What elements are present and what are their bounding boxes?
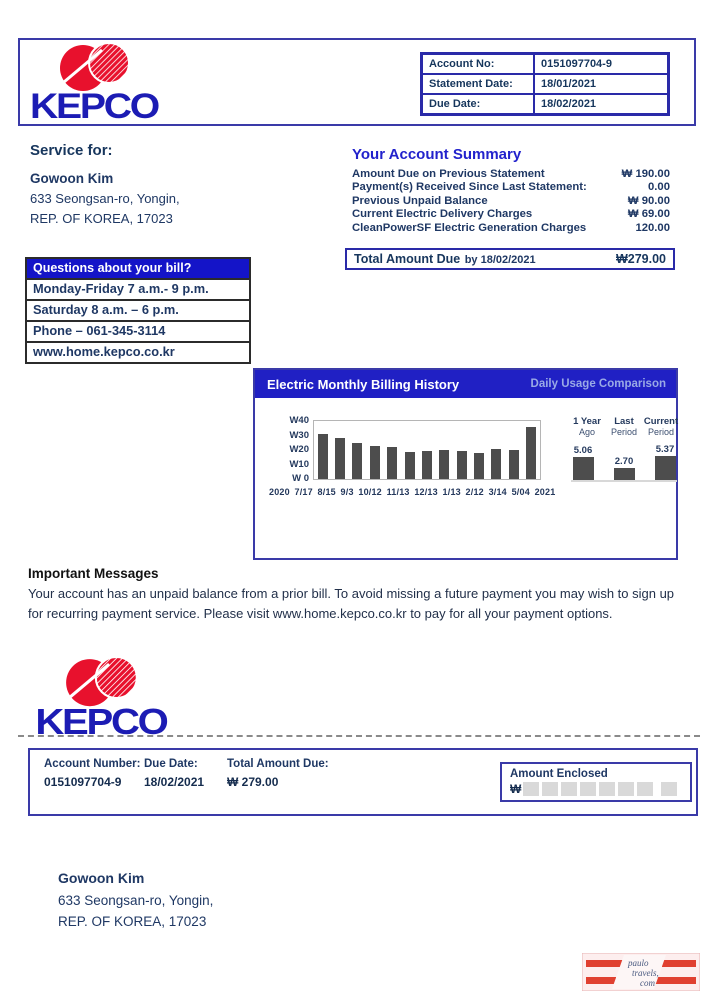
amount-entry-square[interactable] — [637, 782, 653, 796]
summary-value: 0.00 — [648, 181, 670, 194]
billing-panel-header — [255, 370, 676, 398]
questions-table — [25, 257, 251, 364]
amount-entry-square[interactable] — [661, 782, 677, 796]
y-axis-labels — [279, 414, 309, 487]
amount-enclosed-row — [510, 782, 690, 796]
service-for-block — [30, 142, 180, 229]
billing-bar — [335, 438, 345, 479]
billing-bar — [405, 452, 415, 479]
account-no-value: 0151097704-9 — [534, 54, 668, 74]
paulo-travels-watermark — [582, 953, 700, 996]
y-tick: W40 — [289, 415, 309, 426]
amount-entry-square[interactable] — [542, 782, 558, 796]
summary-label: Amount Due on Previous Statement — [352, 168, 545, 180]
summary-row — [352, 195, 670, 208]
kepco-logo — [26, 42, 166, 129]
total-due-by-date: by 18/02/2021 — [464, 254, 536, 266]
statement-date-value: 18/01/2021 — [534, 74, 668, 94]
y-tick: W 0 — [292, 473, 309, 484]
svg-text:KEPCO: KEPCO — [35, 701, 168, 740]
summary-row — [352, 208, 670, 221]
statement-date-label: Statement Date: — [422, 74, 534, 94]
service-for-title: Service for: — [30, 142, 113, 159]
summary-row — [352, 222, 670, 235]
daily-usage-value: 2.70 — [614, 456, 634, 467]
amount-entry-square[interactable] — [580, 782, 596, 796]
billing-bar — [370, 446, 380, 479]
daily-usage-title: Daily Usage Comparison — [530, 378, 666, 390]
y-tick: W20 — [289, 444, 309, 455]
billing-history-panel — [253, 368, 678, 560]
amount-entry-squares[interactable] — [523, 782, 680, 796]
currency-symbol: ₩ — [510, 782, 522, 796]
watermark-line1: paulo — [628, 958, 649, 968]
mailing-address-line2: REP. OF KOREA, 17023 — [58, 914, 207, 929]
billing-bar — [352, 443, 362, 479]
summary-label: Previous Unpaid Balance — [352, 194, 488, 207]
watermark-line3: com — [640, 978, 655, 988]
amount-enclosed-label: Amount Enclosed — [510, 768, 608, 780]
total-amount-due-box — [345, 248, 675, 270]
website-link[interactable]: www.home.kepco.co.kr — [27, 341, 249, 362]
daily-usage-value: 5.37 — [655, 444, 675, 455]
hours-weekday: Monday-Friday 7 a.m.- 9 p.m. — [27, 278, 249, 299]
kepco-logo-stub — [30, 656, 176, 745]
account-summary — [352, 146, 670, 235]
legend-current-period: Current Period — [643, 416, 679, 437]
billing-history-title: Electric Monthly Billing History — [267, 376, 460, 392]
account-summary-title: Your Account Summary — [352, 146, 522, 163]
hours-saturday: Saturday 8 a.m. – 6 p.m. — [27, 299, 249, 320]
amount-entry-square[interactable] — [599, 782, 615, 796]
billing-bars — [313, 420, 541, 480]
summary-label: Current Electric Delivery Charges — [352, 208, 533, 221]
stub-due-date: Due Date: 18/02/2021 — [144, 758, 205, 789]
y-tick: W30 — [289, 429, 309, 441]
billing-bar — [526, 427, 536, 479]
summary-value: ₩ 69.00 — [627, 208, 670, 221]
stub-total-amount: Total Amount Due: ₩ 279.00 — [227, 758, 329, 789]
important-messages-title: Important Messages — [28, 566, 159, 581]
phone-number: Phone – 061-345-3114 — [27, 320, 249, 341]
amount-enclosed-box — [500, 762, 692, 802]
billing-bar — [491, 449, 501, 479]
billing-bar — [509, 450, 519, 479]
summary-value: ₩ 190.00 — [621, 168, 670, 180]
kepco-logo-icon — [30, 656, 176, 740]
total-due-amount: ₩279.00 — [615, 252, 666, 266]
daily-usage-column — [653, 444, 677, 480]
summary-label: Payment(s) Received Since Last Statement: — [352, 181, 587, 194]
billing-bar — [422, 451, 432, 479]
daily-usage-bar — [655, 456, 676, 480]
important-messages-body: Your account has an unpaid balance from a prior bill. To avoid missing a future payment you may wish to sign up for recurring payment service. Please visit www.home.kepco.co.kr to pay for all your payment options. — [28, 586, 675, 621]
summary-value: ₩ 90.00 — [627, 194, 670, 207]
summary-value: 120.00 — [635, 221, 670, 234]
important-messages — [28, 566, 692, 624]
billing-bar — [457, 451, 467, 479]
kepco-logo-icon — [26, 42, 166, 124]
legend-last-period: Last Period — [610, 416, 637, 437]
account-info-table — [420, 52, 670, 116]
billing-bar — [439, 450, 449, 479]
amount-entry-square[interactable] — [561, 782, 577, 796]
account-no-label: Account No: — [422, 54, 534, 74]
due-date-label: Due Date: — [422, 94, 534, 114]
mailing-address — [58, 870, 213, 932]
mailing-name: Gowoon Kim — [58, 870, 145, 886]
daily-usage-bar — [614, 468, 635, 480]
summary-row — [352, 181, 670, 194]
payment-stub — [28, 748, 698, 816]
summary-row — [352, 168, 670, 181]
due-date-value: 18/02/2021 — [534, 94, 668, 114]
y-tick: W10 — [289, 458, 309, 470]
summary-label: CleanPowerSF Electric Generation Charges — [352, 221, 587, 234]
daily-usage-bars — [571, 432, 677, 482]
customer-address-line1: 633 Seongsan-ro, Yongin, — [30, 191, 180, 206]
watermark-line2: travels, — [632, 968, 659, 978]
amount-entry-square[interactable] — [618, 782, 634, 796]
stub-account-number: Account Number: 0151097704-9 — [44, 758, 141, 789]
total-due-label: Total Amount Due — [354, 252, 461, 266]
customer-name: Gowoon Kim — [30, 171, 114, 186]
customer-address-line2: REP. OF KOREA, 17023 — [30, 211, 173, 226]
daily-usage-bar — [573, 457, 594, 480]
questions-header: Questions about your bill? — [27, 259, 249, 278]
legend-1-year-ago: 1 Year Ago — [573, 416, 601, 437]
daily-usage-value: 5.06 — [573, 445, 593, 456]
daily-usage-column — [571, 445, 595, 480]
amount-entry-square[interactable] — [523, 782, 539, 796]
paulo-travels-logo-icon — [582, 953, 700, 991]
daily-usage-column — [612, 456, 636, 480]
billing-bar — [474, 453, 484, 479]
mailing-address-line1: 633 Seongsan-ro, Yongin, — [58, 893, 214, 908]
billing-bar — [387, 447, 397, 479]
x-axis-labels: 2020 7/17 8/15 9/3 10/12 11/13 12/13 1/13 2/12 3/14 5/04 2021 — [269, 487, 556, 497]
svg-text:KEPCO: KEPCO — [30, 87, 159, 124]
billing-bar — [318, 434, 328, 479]
